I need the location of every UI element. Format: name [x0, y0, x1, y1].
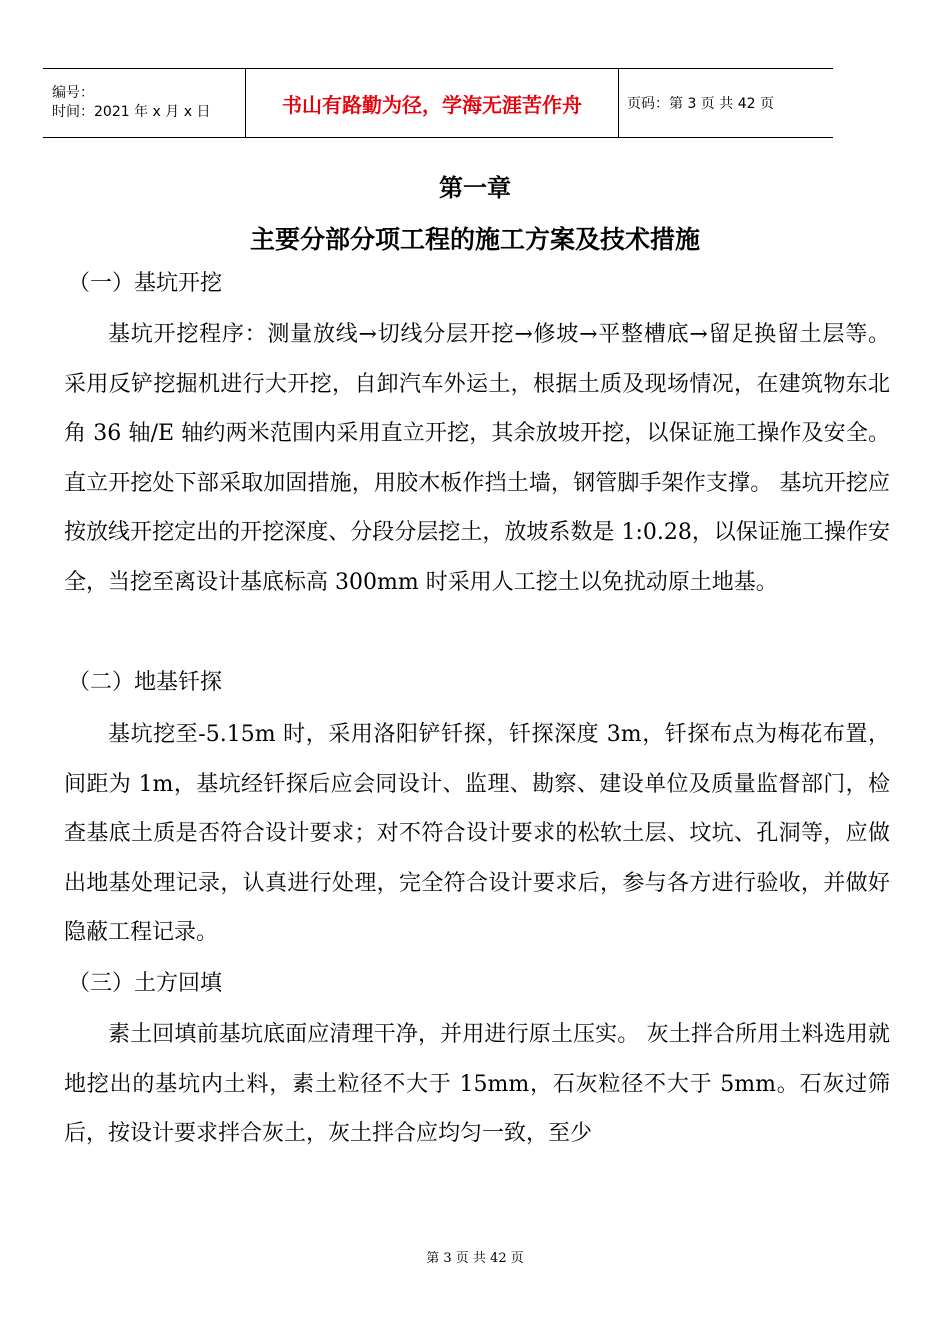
paragraph-probing: 基坑挖至-5.15m 时，采用洛阳铲钎探，钎探深度 3m，钎探布点为梅花布置，间距为 1m，基坑经钎探后应会同设计、监理、勘察、建设单位及质量监督部门，检查基底土质是否符合设计要求；对不符合设计要求的松软土层、坟坑、孔洞等，应做出地基处理记录，认真进行处理，完全符合设计要求后，参与各方进行验收，并做好隐蔽工程记录。 [64, 722, 890, 946]
header-table [43, 68, 833, 138]
header-page-cell [619, 69, 833, 137]
paragraph-backfill: 素土回填前基坑底面应清理干净，并用进行原土压实。 灰土拌合所用土料选用就地挖出的基坑内土料，素土粒径不大于 15mm，石灰粒径不大于 5mm。石灰过筛后，按设计要求拌合灰土，灰土拌合应均匀一致，至少 [64, 1022, 890, 1147]
header-meta-cell [43, 69, 245, 137]
document-number-label: 编号： [52, 85, 94, 101]
section-heading-probing: （二）地基钎探 [68, 670, 223, 695]
chapter-title: 主要分部分项工程的施工方案及技术措施 [249, 225, 700, 254]
section-heading-backfill: （三）土方回填 [68, 971, 223, 996]
paragraph-excavation: 基坑开挖程序：测量放线→切线分层开挖→修坡→平整槽底→留足换留土层等。 采用反铲挖掘机进行大开挖，自卸汽车外运土，根据土质及现场情况，在建筑物东北角 36 轴/E 轴约两米范围内采用直立开挖，其余放坡开挖，以保证施工操作及安全。直立开挖处下部采取加固措施，用胶木板作挡土墙，钢管脚手架作支撑。 基坑开挖应按放线开挖定出的开挖深度、分段分层挖土，放坡系数是 1:0.28，以保证施工操作安全，当挖至离设计基底标高 300mm 时采用人工挖土以免扰动原土地基。 [64, 322, 890, 595]
chapter-number: 第一章 [439, 173, 511, 202]
header-slogan: 书山有路勤为径，学海无涯苦作舟 [282, 92, 582, 117]
section-heading-excavation: （一）基坑开挖 [68, 271, 223, 296]
header-slogan-cell [245, 69, 619, 137]
footer-page-number: 第 3 页 共 42 页 [426, 1251, 524, 1266]
header-page-info: 页码：第 3 页 共 42 页 [627, 96, 774, 112]
document-time-label: 时间：2021 年 x 月 x 日 [52, 104, 211, 120]
